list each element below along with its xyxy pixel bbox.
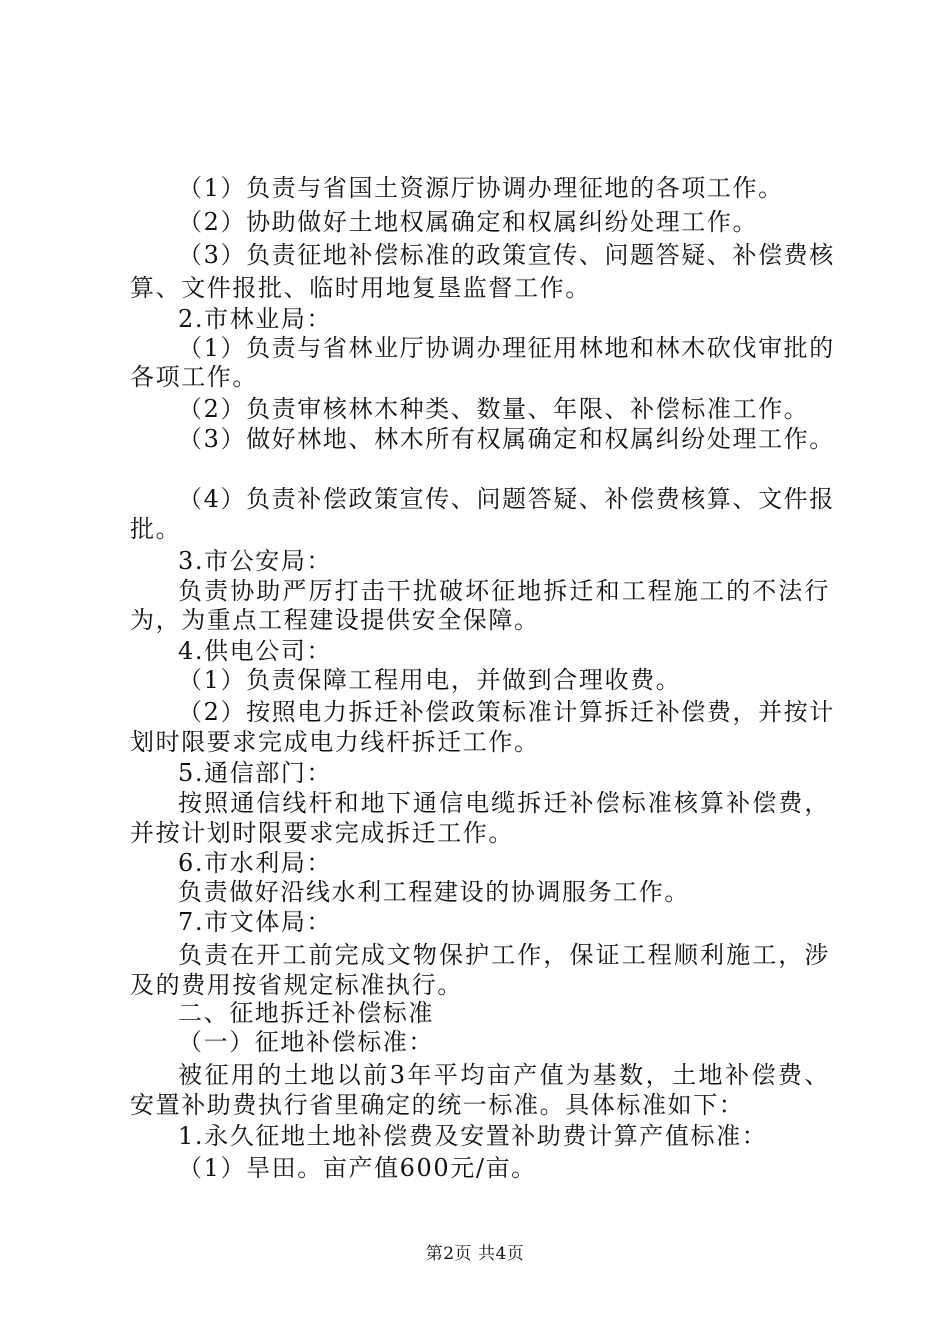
- text-line: （3）负责征地补偿标准的政策宣传、问题答疑、补偿费核: [178, 241, 835, 269]
- text-line: （4）负责补偿政策宣传、问题答疑、补偿费核算、文件报: [178, 485, 835, 513]
- text-line: 1.永久征地土地补偿费及安置补助费计算产值标准：: [178, 1122, 768, 1150]
- text-line: （2）协助做好土地权属确定和权属纠纷处理工作。: [178, 208, 759, 236]
- text-line: 批。: [130, 515, 182, 543]
- text-line: 及的费用按省规定标准执行。: [130, 971, 463, 999]
- text-line: （1）负责与省国土资源厅协调办理征地的各项工作。: [178, 174, 784, 202]
- section-heading: 7.市文体局：: [178, 908, 333, 936]
- subsection-heading: （一）征地补偿标准：: [178, 1028, 434, 1056]
- text-line: （1）负责与省林业厅协调办理征用林地和林木砍伐审批的: [178, 334, 835, 362]
- text-line: （2）按照电力拆迁补偿政策标准计算拆迁补偿费，并按计: [178, 698, 835, 726]
- section-heading: 2.市林业局：: [178, 305, 333, 333]
- text-line: （3）做好林地、林木所有权属确定和权属纠纷处理工作。: [178, 425, 835, 453]
- text-line: 负责协助严厉打击干扰破坏征地拆迁和工程施工的不法行: [178, 577, 830, 605]
- text-line: （1）旱田。亩产值600元/亩。: [178, 1154, 537, 1182]
- text-line: 并按计划时限要求完成拆迁工作。: [130, 819, 514, 847]
- section-heading: 4.供电公司：: [178, 637, 333, 665]
- section-heading: 3.市公安局：: [178, 547, 333, 575]
- text-line: 安置补助费执行省里确定的统一标准。具体标准如下：: [130, 1091, 745, 1119]
- text-line: 被征用的土地以前3年平均亩产值为基数，土地补偿费、: [178, 1061, 830, 1089]
- section-heading: 二、征地拆迁补偿标准: [178, 999, 434, 1027]
- text-line: 负责做好沿线水利工程建设的协调服务工作。: [178, 878, 690, 906]
- text-line: 为，为重点工程建设提供安全保障。: [130, 606, 540, 634]
- section-heading: 5.通信部门：: [178, 759, 333, 787]
- text-line: （2）负责审核林木种类、数量、年限、补偿标准工作。: [178, 395, 810, 423]
- text-line: 各项工作。: [130, 363, 258, 391]
- text-line: （1）负责保障工程用电，并做到合理收费。: [178, 666, 682, 694]
- text-line: 算、文件报批、临时用地复垦监督工作。: [130, 274, 591, 302]
- text-line: 负责在开工前完成文物保护工作，保证工程顺利施工，涉: [178, 941, 830, 969]
- section-heading: 6.市水利局：: [178, 849, 333, 877]
- text-line: 按照通信线杆和地下通信电缆拆迁补偿标准核算补偿费，: [178, 789, 830, 817]
- page-number: 第2页 共4页: [425, 1244, 525, 1264]
- text-line: 划时限要求完成电力线杆拆迁工作。: [130, 728, 540, 756]
